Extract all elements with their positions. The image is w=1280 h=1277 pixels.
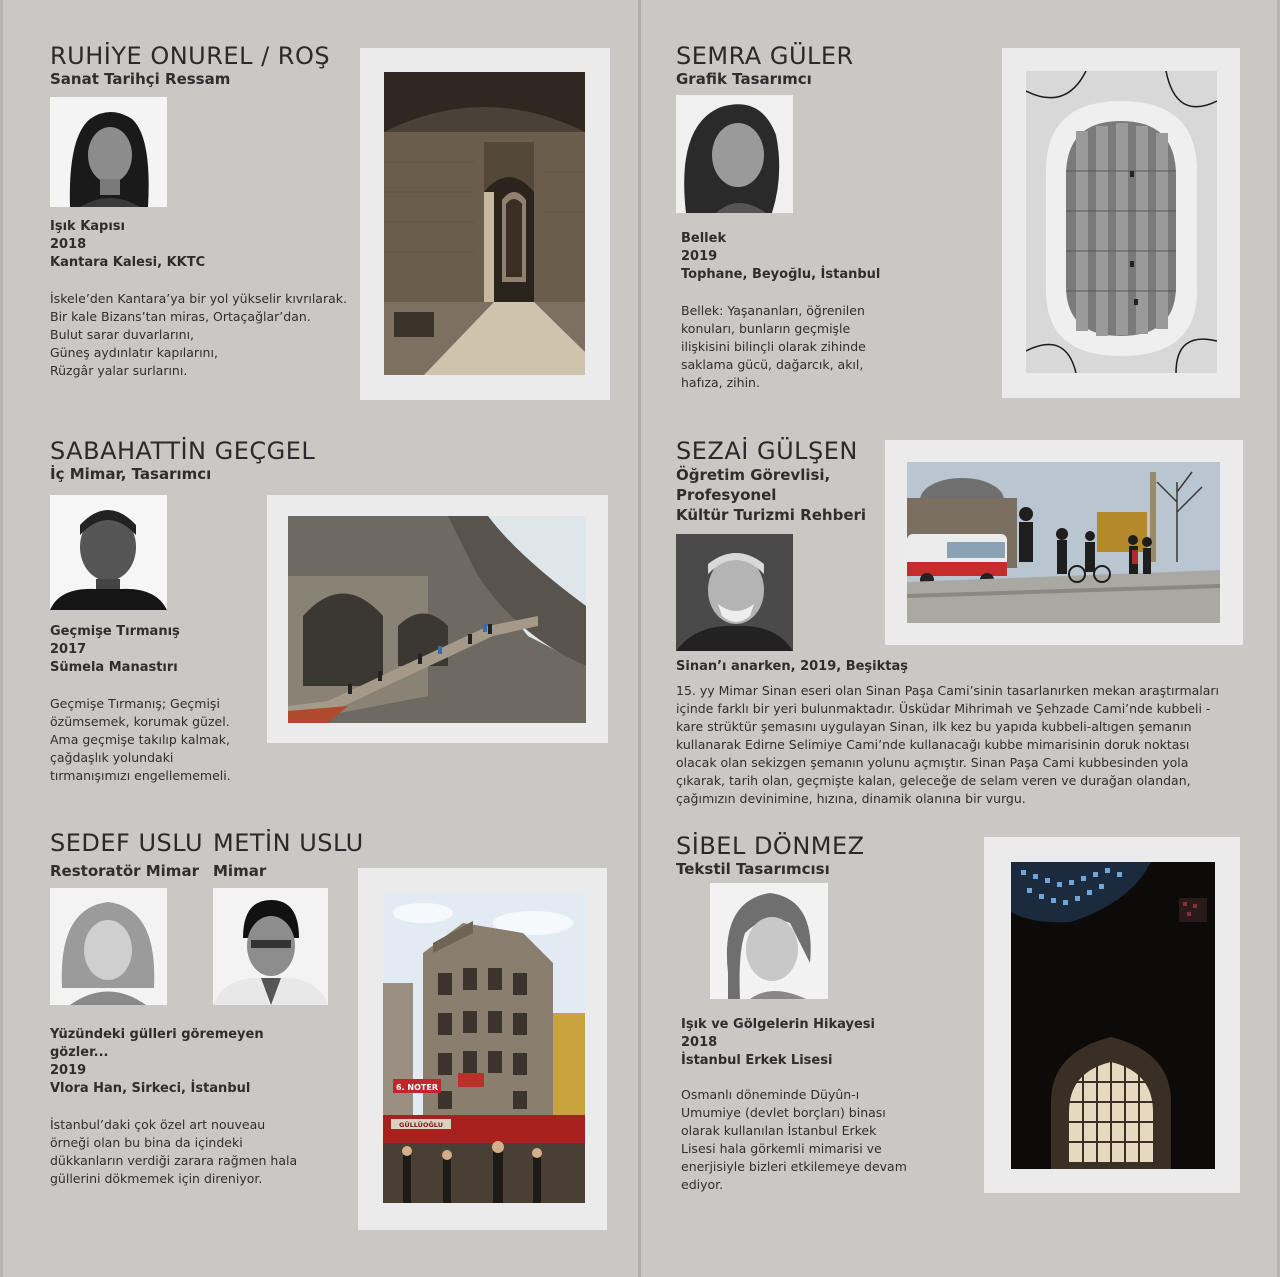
description-line: Umumiye (devlet borçları) binası	[681, 1105, 886, 1120]
artwork-photo-light-gate	[384, 72, 585, 375]
artist-role: Sanat Tarihçi Ressam	[50, 70, 231, 88]
description-line: içinde farklı bir yeri bulunmaktadır. Üsküdar Mihrimah ve Şehzade Cami’nde kubbeli -	[676, 701, 1211, 716]
artwork-location: İstanbul Erkek Lisesi	[681, 1053, 833, 1068]
artist-portrait	[50, 97, 167, 207]
description-line: dükkanların verdiği zarara rağmen hala	[50, 1153, 298, 1168]
artist-name: SABAHATTİN GEÇGEL	[50, 437, 316, 465]
artwork-description	[681, 302, 866, 392]
artist-name-metin: METİN USLU	[213, 829, 364, 857]
artwork-title-line: Yüzündeki gülleri göremeyen	[50, 1027, 264, 1042]
page-fold	[638, 0, 641, 1277]
artist-role: İç Mimar, Tasarımcı	[50, 465, 212, 483]
description-line: Geçmişe Tırmanış; Geçmişi	[50, 696, 220, 711]
artist-role-metin: Mimar	[213, 862, 267, 880]
sign-noter: 6. NOTER	[396, 1083, 438, 1092]
artwork-info	[681, 230, 880, 284]
sign-shop: GÜLLÜOĞLU	[399, 1121, 443, 1129]
description-line: tırmanışımızı engellememeli.	[50, 768, 231, 783]
artwork-title: Işık Kapısı	[50, 219, 126, 234]
artist-portrait	[676, 534, 793, 651]
description-line: İstanbul’daki çok özel art nouveau	[50, 1117, 266, 1132]
artwork-year: 2019	[681, 249, 718, 264]
artist-role: Grafik Tasarımcı	[676, 70, 812, 88]
description-line: hafıza, zihin.	[681, 375, 760, 390]
description-line: çağımızın devinimine, hızına, dinamik olanına bir vurgu.	[676, 791, 1026, 806]
description-line: örneği olan bu bina da içindeki	[50, 1135, 243, 1150]
description-line: Bellek: Yaşananları, öğrenilen	[681, 303, 865, 318]
artwork-photo-light-shadow	[1011, 862, 1215, 1169]
artwork-description	[681, 1086, 907, 1194]
description-line: çağdaşlık yolundaki	[50, 750, 174, 765]
description-line: Bulut sarar duvarlarını,	[50, 327, 195, 342]
description-line: Rüzgâr yalar surlarını.	[50, 363, 188, 378]
description-line: olarak kullanılan İstanbul Erkek	[681, 1123, 877, 1138]
artwork-info	[50, 218, 205, 272]
artist-name: SEMRA GÜLER	[676, 42, 854, 70]
description-line: kare strüktür şemasını uygulayan Sinan, ilk kez bu yapıda kubbeli-altıgen şemanın	[676, 719, 1192, 734]
artist-role: Tekstil Tasarımcısı	[676, 860, 830, 878]
artwork-title-line: gözler...	[50, 1045, 109, 1060]
description-line: Lisesi hala görkemli mimarisi ve	[681, 1141, 882, 1156]
artist-name: SİBEL DÖNMEZ	[676, 832, 865, 860]
artwork-info	[681, 1016, 875, 1070]
description-line: ilişkisini bilinçli olarak zihinde	[681, 339, 866, 354]
artwork-year: 2019	[50, 1063, 87, 1078]
description-line: saklama gücü, dağarcık, akıl,	[681, 357, 864, 372]
description-line: Güneş aydınlatır kapılarını,	[50, 345, 218, 360]
artwork-info	[50, 1026, 264, 1098]
artwork-photo-vlora-han	[383, 893, 585, 1203]
artist-portrait-sedef	[50, 888, 167, 1005]
artist-role-sedef: Restoratör Mimar	[50, 862, 199, 880]
description-line: Ama geçmişe takılıp kalmak,	[50, 732, 231, 747]
artwork-info	[50, 623, 180, 677]
artwork-year: 2018	[50, 237, 87, 252]
artist-portrait	[710, 883, 828, 999]
artwork-photo-memory	[1026, 71, 1217, 373]
artwork-description	[50, 1116, 297, 1188]
artist-role	[676, 465, 866, 525]
artwork-title: Işık ve Gölgelerin Hikayesi	[681, 1017, 875, 1032]
artwork-caption: Sinan’ı anarken, 2019, Beşiktaş	[676, 659, 909, 674]
description-line: kullanarak Edirne Selimiye Cami’nde kullanacağı kubbe mimarisinin doruk noktası	[676, 737, 1190, 752]
artist-role-line: Profesyonel	[676, 486, 777, 504]
artist-role-line: Öğretim Görevlisi,	[676, 466, 831, 484]
artwork-description	[50, 695, 231, 785]
artist-name-sedef: SEDEF USLU	[50, 829, 204, 857]
description-line: özümsemek, korumak güzel.	[50, 714, 230, 729]
artwork-location: Vlora Han, Sirkeci, İstanbul	[50, 1081, 251, 1096]
artist-portrait	[676, 95, 793, 213]
description-line: çıkarak, tarih olan, geçmişte kalan, geleceğe de selam veren ve durağan olandan,	[676, 773, 1191, 788]
artist-name: SEZAİ GÜLŞEN	[676, 437, 858, 465]
artist-portrait-metin	[213, 888, 328, 1005]
artist-role-line: Kültür Turizmi Rehberi	[676, 506, 867, 524]
description-line: İskele’den Kantara’ya bir yol yükselir kıvrılarak.	[50, 291, 347, 306]
description-line: Bir kale Bizans’tan miras, Ortaçağlar’dan.	[50, 309, 311, 324]
artwork-description	[50, 290, 347, 380]
artwork-year: 2018	[681, 1035, 718, 1050]
artwork-location: Tophane, Beyoğlu, İstanbul	[681, 267, 881, 282]
artwork-title: Bellek	[681, 231, 727, 246]
description-line: güllerini dökmemek için direniyor.	[50, 1171, 263, 1186]
artist-name: RUHİYE ONUREL / ROŞ	[50, 42, 331, 70]
artwork-year: 2017	[50, 642, 87, 657]
artwork-photo-sinan-pasa	[907, 462, 1220, 623]
artwork-location: Kantara Kalesi, KKTC	[50, 255, 206, 270]
left-edge	[0, 0, 3, 1277]
description-line: enerjisiyle bizleri etkilemeye devam	[681, 1159, 907, 1174]
description-line: olacak olan sekizgen şemanın yolunu açmıştır. Sinan Paşa Cami kubbesinden yola	[676, 755, 1189, 770]
description-line: ediyor.	[681, 1177, 724, 1192]
artwork-location: Sümela Manastırı	[50, 660, 178, 675]
artwork-photo-sumela	[288, 516, 586, 723]
artwork-title: Geçmişe Tırmanış	[50, 624, 180, 639]
artwork-description	[676, 682, 1219, 808]
artist-portrait	[50, 495, 167, 610]
description-line: Osmanlı döneminde Düyûn-ı	[681, 1087, 860, 1102]
description-line: konuları, bunların geçmişle	[681, 321, 851, 336]
description-line: 15. yy Mimar Sinan eseri olan Sinan Paşa Cami’sinin tasarlanırken mekan araştırmaları	[676, 683, 1220, 698]
